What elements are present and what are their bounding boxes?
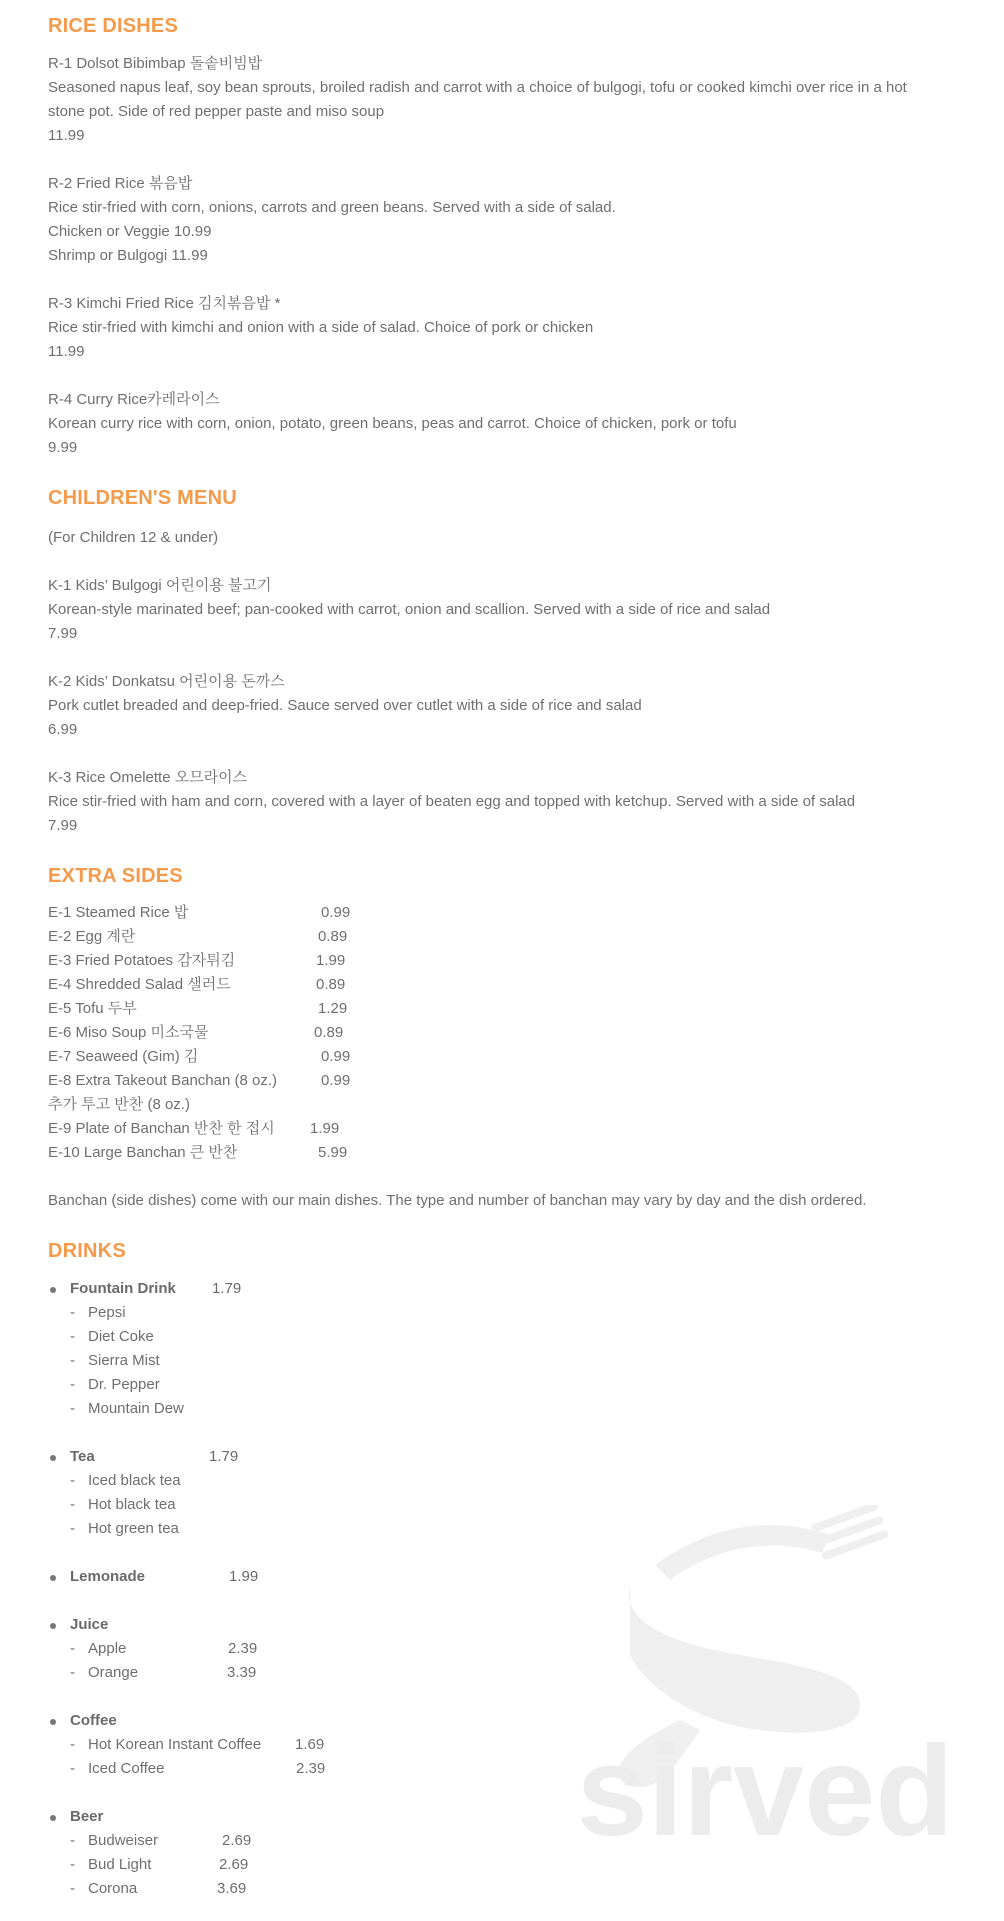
- dash-icon: -: [70, 1352, 75, 1369]
- dash-icon: -: [70, 1832, 75, 1849]
- item-name: K-2 Kids’ Donkatsu 어린이용 돈까스: [48, 673, 285, 690]
- side-row: [48, 1045, 381, 1069]
- drink-option: [48, 1877, 448, 1901]
- side-price: 1.29: [318, 1000, 348, 1017]
- side-row: [48, 1069, 381, 1093]
- dash-icon: -: [70, 1736, 75, 1753]
- drink-name: [48, 1565, 448, 1589]
- drink-price: 1.79: [209, 1448, 239, 1465]
- side-name: E-5 Tofu 두부: [48, 1000, 137, 1017]
- item-description: Seasoned napus leaf, soy bean sprouts, broiled radish and carrot with a choice of bulgogi, tofu or cooked kimchi over rice in a hot: [48, 79, 907, 96]
- side-name: E-8 Extra Takeout Banchan (8 oz.): [48, 1072, 278, 1089]
- drink-label: Juice: [70, 1616, 109, 1633]
- drink-option-label: Mountain Dew: [88, 1400, 184, 1417]
- dash-icon: -: [70, 1520, 75, 1537]
- dash-icon: -: [70, 1664, 75, 1681]
- drink-option: [48, 1517, 448, 1541]
- item-price: 7.99: [48, 817, 78, 834]
- drink-option-label: Iced Coffee: [88, 1760, 165, 1777]
- item-price: 6.99: [48, 721, 78, 738]
- bullet-icon: [50, 1455, 56, 1461]
- menu-item-r4: [48, 388, 737, 460]
- item-description: stone pot. Side of red pepper paste and miso soup: [48, 103, 385, 120]
- drink-fountain: [48, 1277, 448, 1421]
- banchan-note: Banchan (side dishes) come with our main dishes. The type and number of banchan may vary by day and the dish ordered.: [48, 1192, 867, 1209]
- bullet-icon: [50, 1719, 56, 1725]
- side-price: 0.89: [316, 976, 346, 993]
- drink-option: [48, 1469, 448, 1493]
- side-name: E-10 Large Banchan 큰 반찬: [48, 1144, 238, 1161]
- item-description: Korean-style marinated beef; pan-cooked with carrot, onion and scallion. Served with a side of rice and salad: [48, 601, 771, 618]
- menu-item-r2: [48, 172, 616, 268]
- item-option: Chicken or Veggie 10.99: [48, 223, 212, 240]
- item-price: 11.99: [48, 127, 85, 144]
- item-price: 9.99: [48, 439, 78, 456]
- drink-option: [48, 1637, 448, 1661]
- drink-option-label: Dr. Pepper: [88, 1376, 160, 1393]
- item-description: Rice stir-fried with ham and corn, covered with a layer of beaten egg and topped with ketchup. Served with a side of salad: [48, 793, 856, 810]
- sirved-watermark: [560, 1505, 960, 1845]
- drink-option-price: 2.39: [228, 1640, 258, 1657]
- side-price: 0.89: [318, 928, 348, 945]
- watermark-text: sirved: [576, 1720, 954, 1845]
- item-name: R-2 Fried Rice 볶음밥: [48, 175, 193, 192]
- side-name: E-1 Steamed Rice 밥: [48, 904, 189, 921]
- side-name: E-2 Egg 계란: [48, 928, 136, 945]
- menu-item-r3: [48, 292, 593, 364]
- drink-option: [48, 1397, 448, 1421]
- drink-name: [48, 1709, 448, 1733]
- drink-option-label: Apple: [88, 1640, 127, 1657]
- item-price: 11.99: [48, 343, 85, 360]
- drink-label: Tea: [70, 1448, 95, 1465]
- section-title-sides: EXTRA SIDES: [48, 865, 183, 887]
- item-description: Rice stir-fried with corn, onions, carrots and green beans. Served with a side of salad.: [48, 199, 616, 216]
- section-title-children: CHILDREN'S MENU: [48, 487, 237, 509]
- side-name: E-4 Shredded Salad 샐러드: [48, 976, 231, 993]
- side-name: E-3 Fried Potatoes 감자튀김: [48, 952, 236, 969]
- dash-icon: -: [70, 1328, 75, 1345]
- side-price: 1.99: [310, 1120, 340, 1137]
- item-description: Rice stir-fried with kimchi and onion with a side of salad. Choice of pork or chicken: [48, 319, 594, 336]
- dash-icon: -: [70, 1472, 75, 1489]
- children-note: (For Children 12 & under): [48, 529, 219, 546]
- dash-icon: -: [70, 1856, 75, 1873]
- drink-option-label: Iced black tea: [88, 1472, 181, 1489]
- drink-option: [48, 1661, 448, 1685]
- drink-option-price: 2.69: [219, 1856, 249, 1873]
- drink-coffee: [48, 1709, 448, 1781]
- dash-icon: -: [70, 1400, 75, 1417]
- side-row: [48, 997, 381, 1021]
- drink-option: [48, 1349, 448, 1373]
- drink-name: [48, 1805, 448, 1829]
- drink-option-label: Corona: [88, 1880, 138, 1897]
- side-price: 1.99: [316, 952, 346, 969]
- menu-item-k1: [48, 574, 770, 646]
- drink-name: [48, 1277, 448, 1301]
- drink-option-label: Sierra Mist: [88, 1352, 160, 1369]
- drink-price: 1.79: [212, 1280, 242, 1297]
- dash-icon: -: [70, 1880, 75, 1897]
- item-option: Shrimp or Bulgogi 11.99: [48, 247, 208, 264]
- dash-icon: -: [70, 1640, 75, 1657]
- drink-label: Fountain Drink: [70, 1280, 176, 1297]
- drink-option-label: Pepsi: [88, 1304, 126, 1321]
- menu-item-k2: [48, 670, 642, 742]
- item-name: K-1 Kids’ Bulgogi 어린이용 불고기: [48, 577, 272, 594]
- sides-list: [48, 901, 381, 1165]
- drink-option-label: Bud Light: [88, 1856, 152, 1873]
- drink-option: [48, 1325, 448, 1349]
- drink-option: [48, 1373, 448, 1397]
- drink-option-price: 2.39: [296, 1760, 326, 1777]
- drink-label: Coffee: [70, 1712, 117, 1729]
- drink-option: [48, 1853, 448, 1877]
- drink-option-label: Hot Korean Instant Coffee: [88, 1736, 262, 1753]
- dash-icon: -: [70, 1376, 75, 1393]
- drink-option: [48, 1493, 448, 1517]
- side-name: E-9 Plate of Banchan 반찬 한 접시: [48, 1120, 275, 1137]
- dash-icon: -: [70, 1304, 75, 1321]
- drink-juice: [48, 1613, 448, 1685]
- side-price: 5.99: [318, 1144, 348, 1161]
- section-title-rice: RICE DISHES: [48, 15, 179, 37]
- side-price: 0.89: [314, 1024, 344, 1041]
- item-description: Korean curry rice with corn, onion, potato, green beans, peas and carrot. Choice of chicken, pork or tofu: [48, 415, 737, 432]
- section-title-drinks: DRINKS: [48, 1240, 126, 1262]
- item-name: R-4 Curry Rice카레라이스: [48, 391, 220, 408]
- drink-price: 1.99: [229, 1568, 259, 1585]
- item-name: R-1 Dolsot Bibimbap 돌솥비빔밥: [48, 55, 263, 72]
- drink-tea: [48, 1445, 448, 1541]
- item-name: R-3 Kimchi Fried Rice 김치볶음밥 *: [48, 295, 281, 312]
- drink-label: Beer: [70, 1808, 104, 1825]
- drink-option-price: 3.69: [217, 1880, 247, 1897]
- drink-beer: [48, 1805, 448, 1901]
- drink-lemonade: [48, 1565, 448, 1589]
- bullet-icon: [50, 1815, 56, 1821]
- menu-item-r1: [48, 52, 907, 148]
- side-row: [48, 973, 381, 997]
- drink-option: [48, 1757, 448, 1781]
- side-row: [48, 1117, 381, 1141]
- drink-option: [48, 1733, 448, 1757]
- drink-option-label: Budweiser: [88, 1832, 159, 1849]
- drink-option-price: 1.69: [295, 1736, 325, 1753]
- drink-option-price: 3.39: [227, 1664, 257, 1681]
- dash-icon: -: [70, 1760, 75, 1777]
- side-row: [48, 1093, 381, 1117]
- bullet-icon: [50, 1575, 56, 1581]
- item-price: 7.99: [48, 625, 78, 642]
- side-row: [48, 925, 381, 949]
- drink-option-label: Orange: [88, 1664, 139, 1681]
- drink-name: [48, 1445, 448, 1469]
- bullet-icon: [50, 1287, 56, 1293]
- side-name: 추가 투고 반찬 (8 oz.): [48, 1096, 190, 1113]
- side-name: E-6 Miso Soup 미소국물: [48, 1024, 209, 1041]
- side-row: [48, 949, 381, 973]
- drink-option-label: Hot black tea: [88, 1496, 176, 1513]
- side-price: 0.99: [321, 1072, 351, 1089]
- bullet-icon: [50, 1623, 56, 1629]
- side-row: [48, 901, 381, 925]
- side-name: E-7 Seaweed (Gim) 김: [48, 1048, 199, 1065]
- item-description: Pork cutlet breaded and deep-fried. Sauce served over cutlet with a side of rice and salad: [48, 697, 642, 714]
- side-price: 0.99: [321, 1048, 351, 1065]
- drink-option: [48, 1829, 448, 1853]
- drink-label: Lemonade: [70, 1568, 146, 1585]
- side-price: 0.99: [321, 904, 351, 921]
- side-row: [48, 1141, 381, 1165]
- dash-icon: -: [70, 1496, 75, 1513]
- drink-name: [48, 1613, 448, 1637]
- side-row: [48, 1021, 381, 1045]
- drink-option-label: Hot green tea: [88, 1520, 179, 1537]
- side-price: [318, 1093, 378, 1117]
- item-name: K-3 Rice Omelette 오므라이스: [48, 769, 248, 786]
- drink-option-label: Diet Coke: [88, 1328, 154, 1345]
- drink-option-price: 2.69: [222, 1832, 252, 1849]
- drink-option: [48, 1301, 448, 1325]
- menu-item-k3: [48, 766, 855, 838]
